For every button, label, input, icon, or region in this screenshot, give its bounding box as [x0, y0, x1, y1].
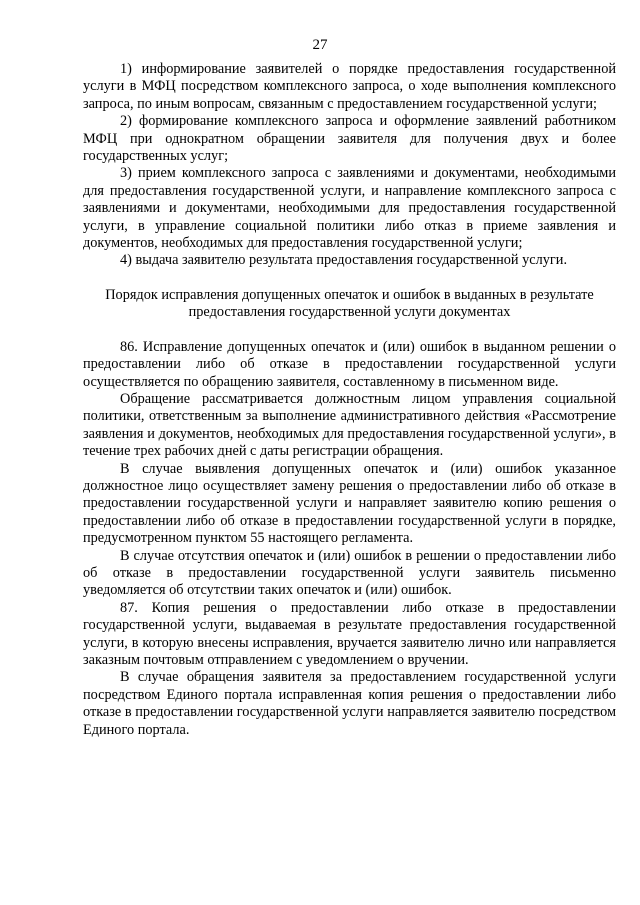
paragraph-87: 87. Копия решения о предоставлении либо отказе в предоставлении государственной услуги, выдаваемая в результате предоставления государственной услуги, в которую внесены исправления, вручается заявителю лично или направляется заказным почтовым отправлением с уведомлением о вручении.	[83, 599, 616, 668]
paragraph-portal: В случае обращения заявителя за предоставлением государственной услуги посредством Единого портала исправленная копия решения о предоставлении либо отказе в предоставлении государственной услуги направляется заявителю посредством Единого портала.	[83, 669, 616, 738]
paragraph-no-errors: В случае отсутствия опечаток и (или) ошибок в решении о предоставлении либо об отказе в предоставлении государственной услуги заявитель письменно уведомляется об отсутствии таких опечаток и (или) ошибок.	[83, 547, 616, 599]
document-body	[83, 61, 616, 739]
paragraph-86: 86. Исправление допущенных опечаток и (или) ошибок в выданном решении о предоставлении либо об отказе в предоставлении государственной услуги осуществляется по обращению заявителя, составленному в письменном виде.	[83, 338, 616, 390]
paragraph-errors-found: В случае выявления допущенных опечаток и (или) ошибок указанное должностное лицо осуществляет замену решения о предоставлении либо об отказе в предоставлении государственной услуги и направляет заявителю копию решения о предоставлении либо об отказе в предоставлении государственной услуги в порядке, предусмотренном пунктом 55 настоящего регламента.	[83, 460, 616, 547]
list-item-informing: 1) информирование заявителей о порядке предоставления государственной услуги в МФЦ посредством комплексного запроса, о ходе выполнения комплексного запроса, по иным вопросам, связанным с предоставлением государственной услуги;	[83, 61, 616, 112]
list-item-issuing-result: 4) выдача заявителю результата предоставления государственной услуги.	[120, 252, 568, 269]
list-item-receiving-request: 3) прием комплексного запроса с заявлениями и документами, необходимыми для предоставления государственной услуги, и направление комплексного запроса с заявлениями и документами, необходимыми для предоставления государственной услуги, в управление социальной политики либо отказ в приеме заявления и документов, необходимых для предоставления государственной услуги;	[83, 165, 616, 252]
section-heading: Порядок исправления допущенных опечаток и ошибок в выданных в результате предоставления государственной услуги документах	[105, 286, 594, 321]
page-number: 27	[312, 37, 328, 53]
list-item-forming-request: 2) формирование комплексного запроса и оформление заявлений работником МФЦ при однократном обращении заявителя для получения двух и более государственных услуг;	[83, 113, 616, 165]
paragraph-review: Обращение рассматривается должностным лицом управления социальной политики, ответственным за выполнение административного действия «Рассмотрение заявления и документов, необходимых для предоставления государственной услуги», в течение трех рабочих дней с даты регистрации обращения.	[83, 390, 616, 460]
